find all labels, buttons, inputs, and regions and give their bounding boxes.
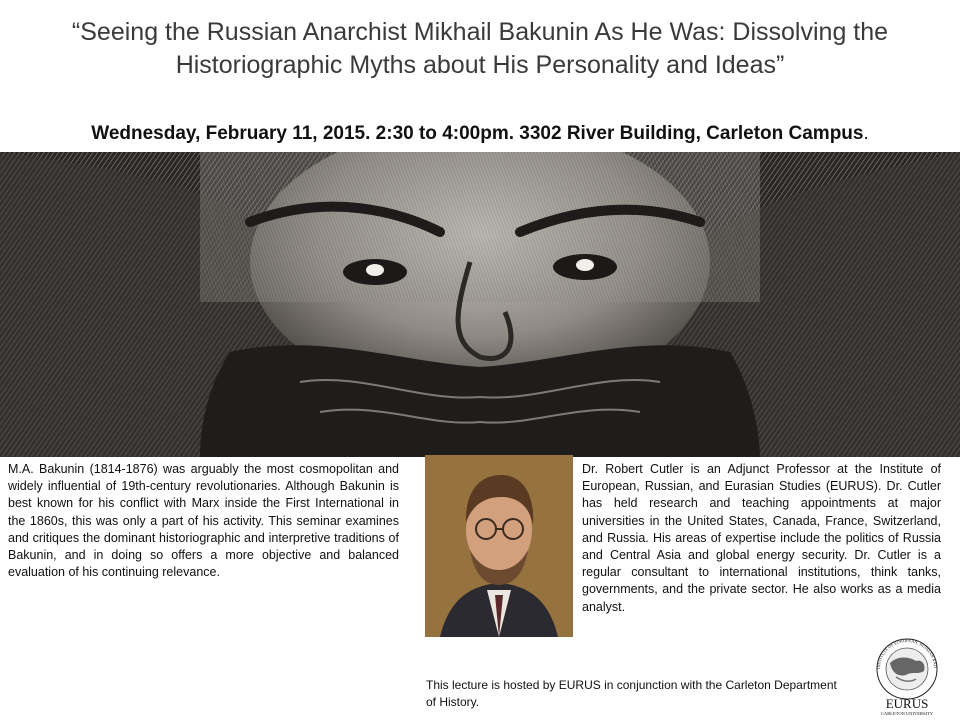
eurus-logo <box>866 637 948 717</box>
logo-name: EURUS <box>885 696 929 711</box>
event-datetime-location: Wednesday, February 11, 2015. 2:30 to 4:00pm. 3302 River Building, Carleton Campus <box>91 123 864 144</box>
logo-subname: CARLETON UNIVERSITY <box>880 711 934 716</box>
speaker-photo <box>425 455 573 637</box>
event-title-line-2: Historiographic Myths about His Personality and Ideas” <box>175 51 785 79</box>
logo-ring-text: INSTITUTE OF EUROPEAN, RUSSIAN AND <box>875 637 939 670</box>
event-title-line-1: “Seeing the Russian Anarchist Mikhail Bakunin As He Was: Dissolving the <box>71 18 889 46</box>
bakunin-portrait-banner <box>0 152 960 457</box>
bakunin-engraving <box>0 152 960 457</box>
event-details-period: . <box>863 123 869 144</box>
event-title <box>0 16 960 82</box>
speaker-bio: Dr. Robert Cutler is an Adjunct Professor at the Institute of European, Russian, and Eurasian Studies (EURUS). Dr. Cutler has held research and teaching appointments at major universities in the United States, Canada, France, Switzerland, and Russia. His areas of expertise include the politics of Russia and Central Asia and global energy security. Dr. Cutler is a regular consultant to international institutions, think tanks, governments, and the private sector. He also works as a media analyst. <box>582 462 941 614</box>
bakunin-description: M.A. Bakunin (1814-1876) was arguably the most cosmopolitan and widely influential of 19th-century revolutionaries. Although Bakunin is best known for his conflict with Marx inside the First International in the 1860s, this was only a part of his activity. This seminar examines and critiques the dominant historiographic and interpretive traditions of Bakunin, and in doing so offers a more objective and balanced evaluation of his continuing relevance. <box>8 462 399 580</box>
host-note: This lecture is hosted by EURUS in conjunction with the Carleton Department of History. <box>426 678 837 709</box>
event-details <box>0 123 960 145</box>
